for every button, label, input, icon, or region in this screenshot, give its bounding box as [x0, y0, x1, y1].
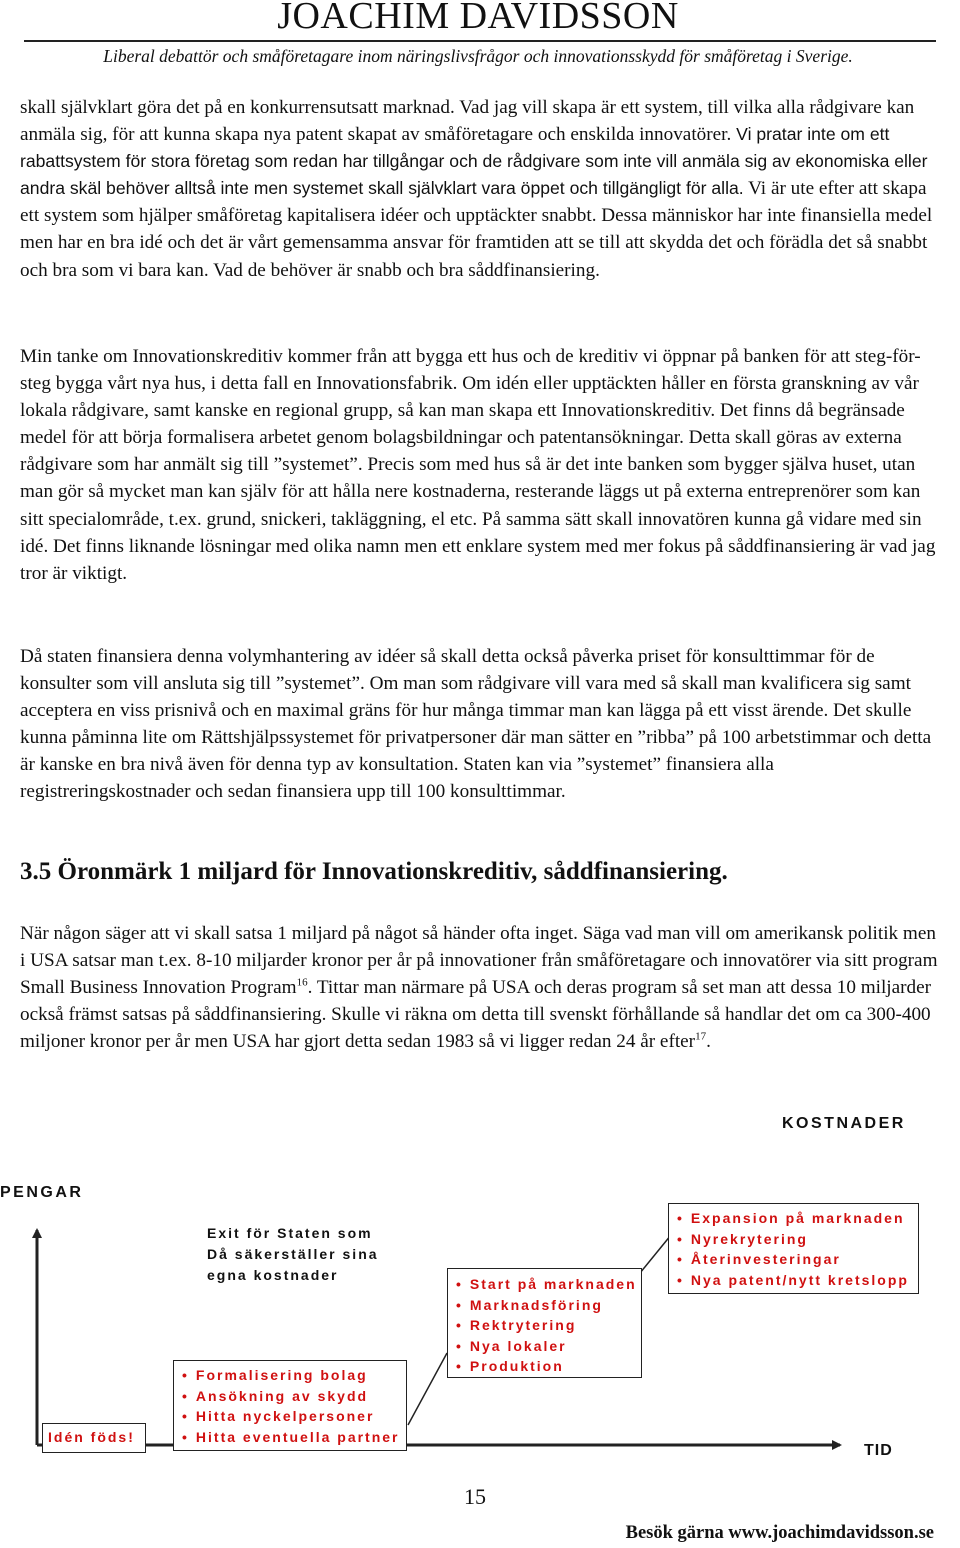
paragraph-4-part-c: . [706, 1031, 711, 1053]
stage4-item: • Nya patent/nytt kretslopp [677, 1270, 918, 1291]
stage4-item: • Återinvesteringar [677, 1249, 918, 1270]
stage3-item: • Produktion [456, 1356, 641, 1377]
page-header [0, 0, 960, 70]
exit-line-3: egna kostnader [207, 1267, 339, 1283]
paragraph-4-part-b: . Tittar man närmare på USA och deras program så set man att dessa 10 miljarder också främst satsas på såddfinansiering. Skulle vi räkna om detta till svenskt förhållande så handlar det om ca 300-400 miljoner kronor per år men USA har gjort detta sedan 1983 så vi ligger redan 24 år efter [20, 977, 932, 1053]
stage-expansion-box [668, 1203, 919, 1294]
footnote-ref-17: 17 [695, 1030, 707, 1043]
paragraph-4 [20, 920, 940, 1055]
footer-website: Besök gärna www.joachimdavidsson.se [625, 1523, 934, 1543]
tid-label: TID [864, 1442, 893, 1459]
stage-idea-label: Idén föds! [48, 1429, 135, 1445]
paragraph-1-sans-run: Vi pratar inte om ett rabattsystem för stora företag som redan har tillgångar och de rådgivare som inte vill anmäla sig av ekonomiska eller andra skäl behöver alltså inte men systemet skall självklart vara öppet och tillgängligt för alla. [20, 124, 928, 199]
stage3-item: • Marknadsföring [456, 1295, 641, 1316]
header-title: JOACHIM DAVIDSSON [277, 0, 679, 37]
section-heading: 3.5 Öronmärk 1 miljard för Innovationskreditiv, såddfinansiering. [20, 858, 728, 885]
stage2-item: • Ansökning av skydd [182, 1386, 406, 1407]
exit-line-1: Exit för Staten som [207, 1225, 373, 1241]
innovation-stages-diagram [0, 1105, 960, 1485]
stage-idea-box [42, 1423, 146, 1453]
stage3-item: • Start på marknaden [456, 1274, 641, 1295]
stage3-item: • Rektrytering [456, 1315, 641, 1336]
page-number: 15 [464, 1484, 486, 1509]
stage4-item: • Expansion på marknaden [677, 1208, 918, 1229]
kostnader-label: KOSTNADER [782, 1115, 906, 1132]
header-rule [24, 40, 936, 42]
connector-stage2-stage3 [408, 1353, 447, 1425]
paragraph-1-start: skall självklart göra det på en konkurrensutsatt marknad. Vad jag vill skapa är ett system, till vilka alla rådgivare kan anmäla sig, för att kunna skapa nya patent skapat av småföretagare och enskilda innovatörer. [20, 97, 915, 146]
paragraph-3: Då staten finansiera denna volymhantering av idéer så skall detta också påverka priset för konsulttimmar för de konsulter som vill ansluta sig till ”systemet”. Om man som rådgivare vill vara med så skall man kvalificera sig samt acceptera en viss prisnivå och en maximal gräns för hur många timmar man kan lägga på ett visst ärende. Det skulle kunna påminna lite om Rättshjälpssystemet för privatpersoner där man sätter en ”ribba” på 100 arbetstimmar och detta är kanske en bra nivå även för denna typ av konsultation. Staten kan via ”systemet” finansiera alla registreringskostnader och sedan finansiera upp till 100 konsulttimmar. [20, 646, 932, 803]
stage3-item: • Nya lokaler [456, 1336, 641, 1357]
stage4-item: • Nyrekrytering [677, 1229, 918, 1250]
stage2-item: • Hitta eventuella partner [182, 1427, 406, 1448]
footnote-ref-16: 16 [296, 976, 308, 989]
header-subtitle: Liberal debattör och småföretagare inom näringslivsfrågor och innovationsskydd för småföretag i Sverige. [103, 46, 853, 66]
paragraph-1-end: Vi är ute efter att skapa ett system som hjälper småföretag kapitalisera idéer och upptäckter snabbt. Dessa människor har inte finansiella medel men har en bra idé och det är vårt gemensamma ansvar för framtiden att se till att skydda det och förädla det så snabbt och bra som vi bara kan. Vad de behöver är snabb och bra såddfinansiering. [20, 178, 933, 281]
stage2-item: • Hitta nyckelpersoner [182, 1406, 406, 1427]
paragraph-1 [20, 94, 940, 284]
exit-line-2: Då säkerställer sina [207, 1246, 379, 1262]
paragraph-2: Min tanke om Innovationskreditiv kommer från att bygga ett hus och de kreditiv vi öppnar på banken för att steg-för-steg bygga vårt nya hus, i detta fall en Innovationsfabrik. Om idén eller upptäckten håller en första granskning av vår lokala rådgivare, samt kanske en regional grupp, så kan man skapa ett Innovationskreditiv. Det finns då begränsade medel för att börja formalisera arbetet genom bolagsbildningar och patentansökningar. Detta skall göras av externa rådgivare som har anmält sig till ”systemet”. Precis som med hus så är det inte banken som bygger själva huset, utan man gör så mycket man kan själv för att hålla nere kostnaderna, resterande läggs ut på externa entreprenörer som kan sitt specialområde, t.ex. grund, snickeri, takläggning, el etc. På samma sätt skall innovatören kunna gå vidare med sin idé. Det finns liknande lösningar med olika namn men ett enklare system med mer fokus på såddfinansiering är vad jag tror är viktigt. [20, 346, 936, 584]
connector-stage3-stage4 [640, 1235, 671, 1273]
stage-market-box [447, 1268, 642, 1378]
stage2-item: • Formalisering bolag [182, 1365, 406, 1386]
paragraph-4-part-a: När någon säger att vi skall satsa 1 miljard på något så händer ofta inget. Säga vad man vill om amerikansk politik men i USA satsar man t.ex. 8-10 miljarder kronor per år på innovationer från småföretagare och innovatörer via sitt program Small Business Innovation Program [20, 923, 938, 999]
stage-formalize-box [173, 1360, 407, 1451]
pengar-label: PENGAR [0, 1184, 84, 1201]
exit-note [207, 1223, 379, 1286]
